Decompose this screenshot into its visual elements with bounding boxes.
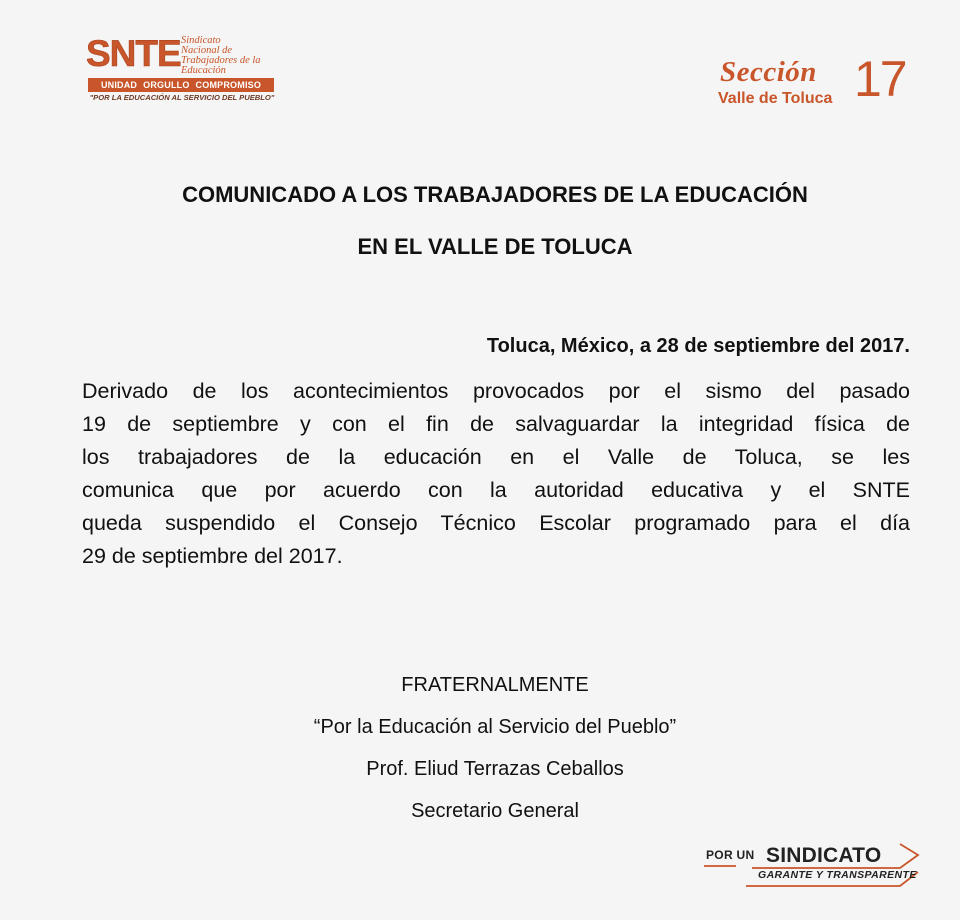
seccion-17-logo <box>718 51 914 112</box>
snte-value: UNIDAD <box>100 80 138 90</box>
closing-salutation: FRATERNALMENTE <box>401 674 589 696</box>
sindicato-main: SINDICATO <box>766 844 882 867</box>
snte-logo <box>86 34 278 106</box>
snte-acronym: SNTE <box>86 33 181 74</box>
document-date: Toluca, México, a 28 de septiembre del 2017. <box>486 335 910 357</box>
snte-name-line: Sindicato <box>181 35 221 46</box>
snte-name-line: Nacional de <box>181 45 233 56</box>
body-line: queda suspendido el Consejo Técnico Escolar programado para el día <box>82 511 910 535</box>
seccion-subtitle: Valle de Toluca <box>718 90 833 107</box>
sindicato-logo <box>700 842 922 894</box>
snte-slogan: "POR LA EDUCACIÓN AL SERVICIO DEL PUEBLO" <box>89 93 275 102</box>
seccion-number: 17 <box>854 51 906 107</box>
snte-full-name <box>181 36 281 76</box>
snte-value: COMPROMISO <box>195 80 262 90</box>
seccion-word: Sección <box>720 56 817 88</box>
body-line: Derivado de los acontecimientos provocados por el sismo del pasado <box>82 379 910 403</box>
sindicato-prefix: POR UN <box>706 848 755 862</box>
body-line: los trabajadores de la educación en el Valle de Toluca, se les <box>82 445 910 469</box>
signer-title: Secretario General <box>411 800 579 822</box>
snte-name-line: Trabajadores de la <box>181 55 261 66</box>
sindicato-sub: GARANTE Y TRANSPARENTE <box>758 869 917 881</box>
motto: “Por la Educación al Servicio del Pueblo” <box>313 716 677 738</box>
document-body <box>82 375 910 573</box>
snte-value: ORGULLO <box>143 80 190 90</box>
body-line: 29 de septiembre del 2017. <box>82 544 343 568</box>
snte-values-bar <box>88 78 274 92</box>
document-title-line-1: COMUNICADO A LOS TRABAJADORES DE LA EDUCACIÓN <box>182 182 808 207</box>
body-line: 19 de septiembre y con el fin de salvaguardar la integridad física de <box>82 412 910 436</box>
body-line: comunica que por acuerdo con la autoridad educativa y el SNTE <box>82 478 910 502</box>
signer-name: Prof. Eliud Terrazas Ceballos <box>366 758 624 780</box>
snte-name-line: Educación <box>181 65 226 76</box>
document-title-line-2: EN EL VALLE DE TOLUCA <box>357 234 633 259</box>
